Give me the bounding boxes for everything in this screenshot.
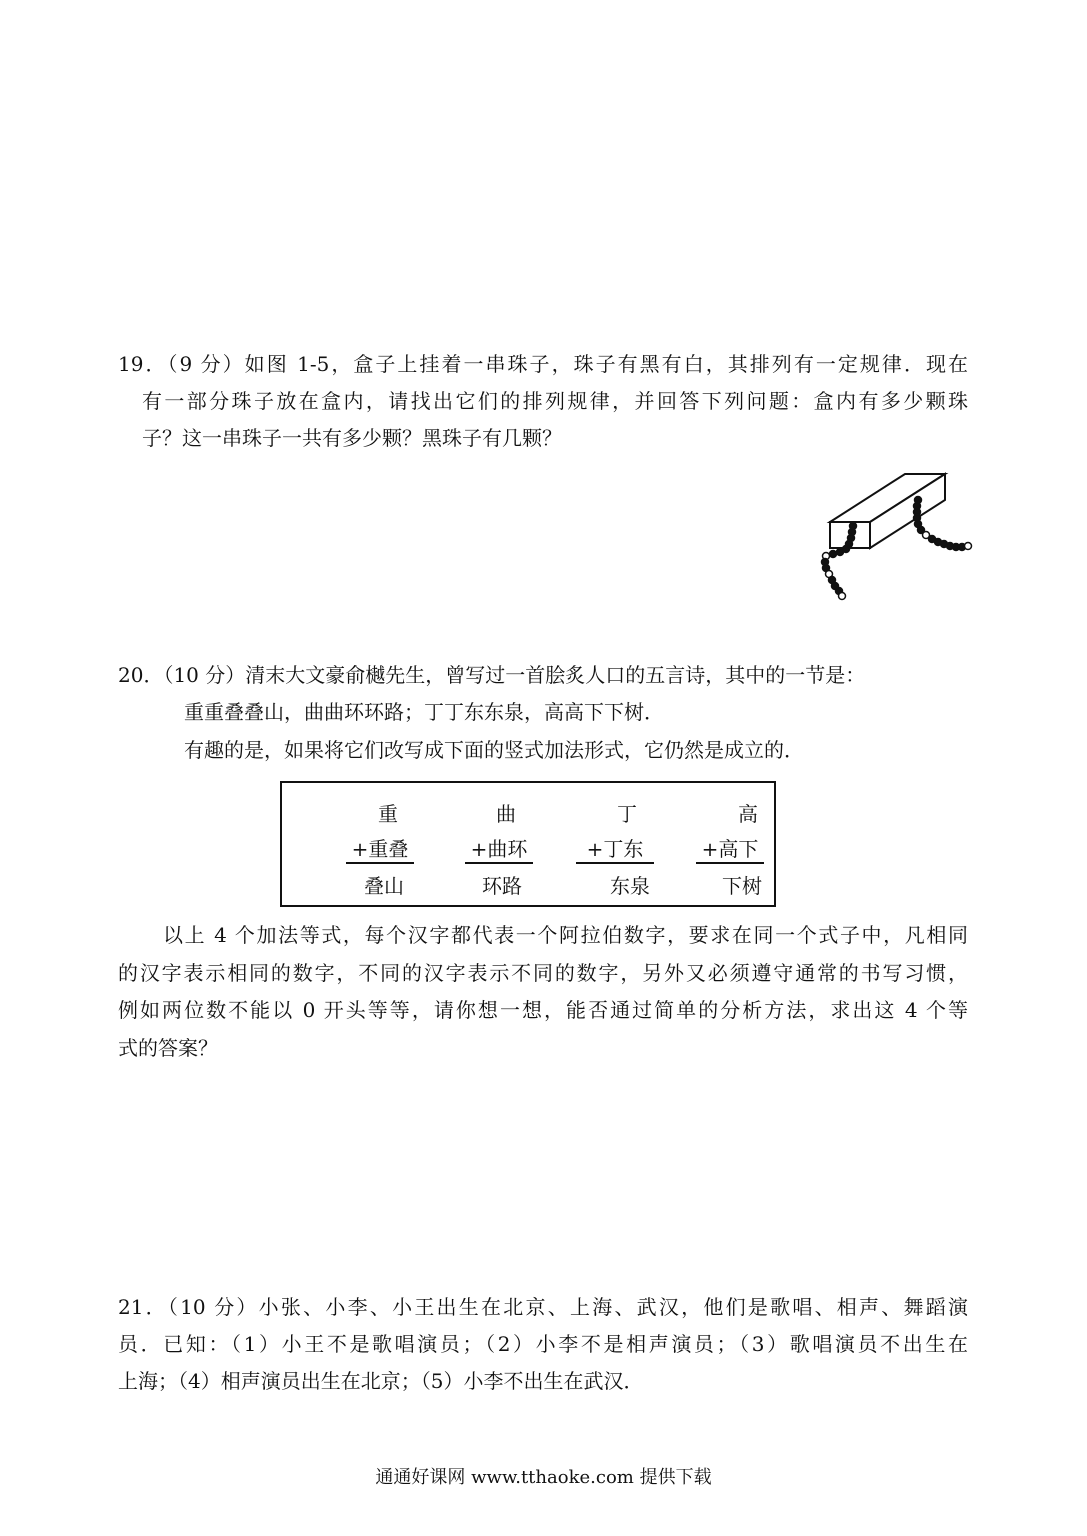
q20-paragraph-2: 的汉字表示相同的数字，不同的汉字表示不同的数字，另外又必须遵守通常的书写习惯， [118, 961, 968, 985]
q19-line-1: 19．（9 分）如图 1-5，盒子上挂着一串珠子，珠子有黑有白，其排列有一定规律．现在 [118, 352, 968, 376]
q19-line-3: 子？这一串珠子一共有多少颗？黑珠子有几颗？ [142, 426, 562, 450]
table-top-1: 重 [378, 802, 398, 826]
bead-box-figure [805, 470, 975, 602]
table-addend-4: +高下 [696, 836, 764, 864]
table-addend-2: +曲环 [465, 836, 533, 864]
q20-paragraph-1: 以上 4 个加法等式，每个汉字都代表一个阿拉伯数字，要求在同一个式子中，凡相同 [163, 923, 968, 947]
footer-credit: 通通好课网 www.tthaoke.com 提供下载 [375, 1467, 712, 1488]
q20-paragraph-4: 式的答案？ [118, 1036, 218, 1060]
q20-poem: 重重叠叠山，曲曲环环路；丁丁东东泉，高高下下树． [184, 700, 664, 724]
table-addend-3: +丁东 [576, 836, 654, 864]
vertical-addition-table [280, 781, 776, 907]
q21-line-1: 21．（10 分）小张、小李、小王出生在北京、上海、武汉，他们是歌唱、相声、舞蹈演 [118, 1295, 968, 1319]
table-top-3: 丁 [617, 802, 637, 826]
table-addend-1: +重叠 [346, 836, 414, 864]
q21-line-2: 员．已知：（1）小王不是歌唱演员；（2）小李不是相声演员；（3）歌唱演员不出生在 [118, 1332, 968, 1356]
table-top-2: 曲 [496, 802, 516, 826]
table-sum-1: 叠山 [364, 874, 404, 898]
table-top-4: 高 [738, 802, 758, 826]
table-sum-3: 东泉 [610, 874, 650, 898]
table-sum-2: 环路 [482, 874, 522, 898]
table-sum-4: 下树 [722, 874, 762, 898]
q19-line-2: 有一部分珠子放在盒内，请找出它们的排列规律，并回答下列问题：盒内有多少颗珠 [142, 389, 968, 413]
q20-intro: 有趣的是，如果将它们改写成下面的竖式加法形式，它仍然是成立的． [184, 738, 804, 762]
q20-line-1: 20．（10 分）清末大文豪俞樾先生，曾写过一首脍炙人口的五言诗，其中的一节是： [118, 663, 866, 687]
q21-line-3: 上海；（4）相声演员出生在北京；（5）小李不出生在武汉． [118, 1369, 644, 1393]
q20-paragraph-3: 例如两位数不能以 0 开头等等，请你想一想，能否通过简单的分析方法，求出这 4 个等 [118, 998, 968, 1022]
